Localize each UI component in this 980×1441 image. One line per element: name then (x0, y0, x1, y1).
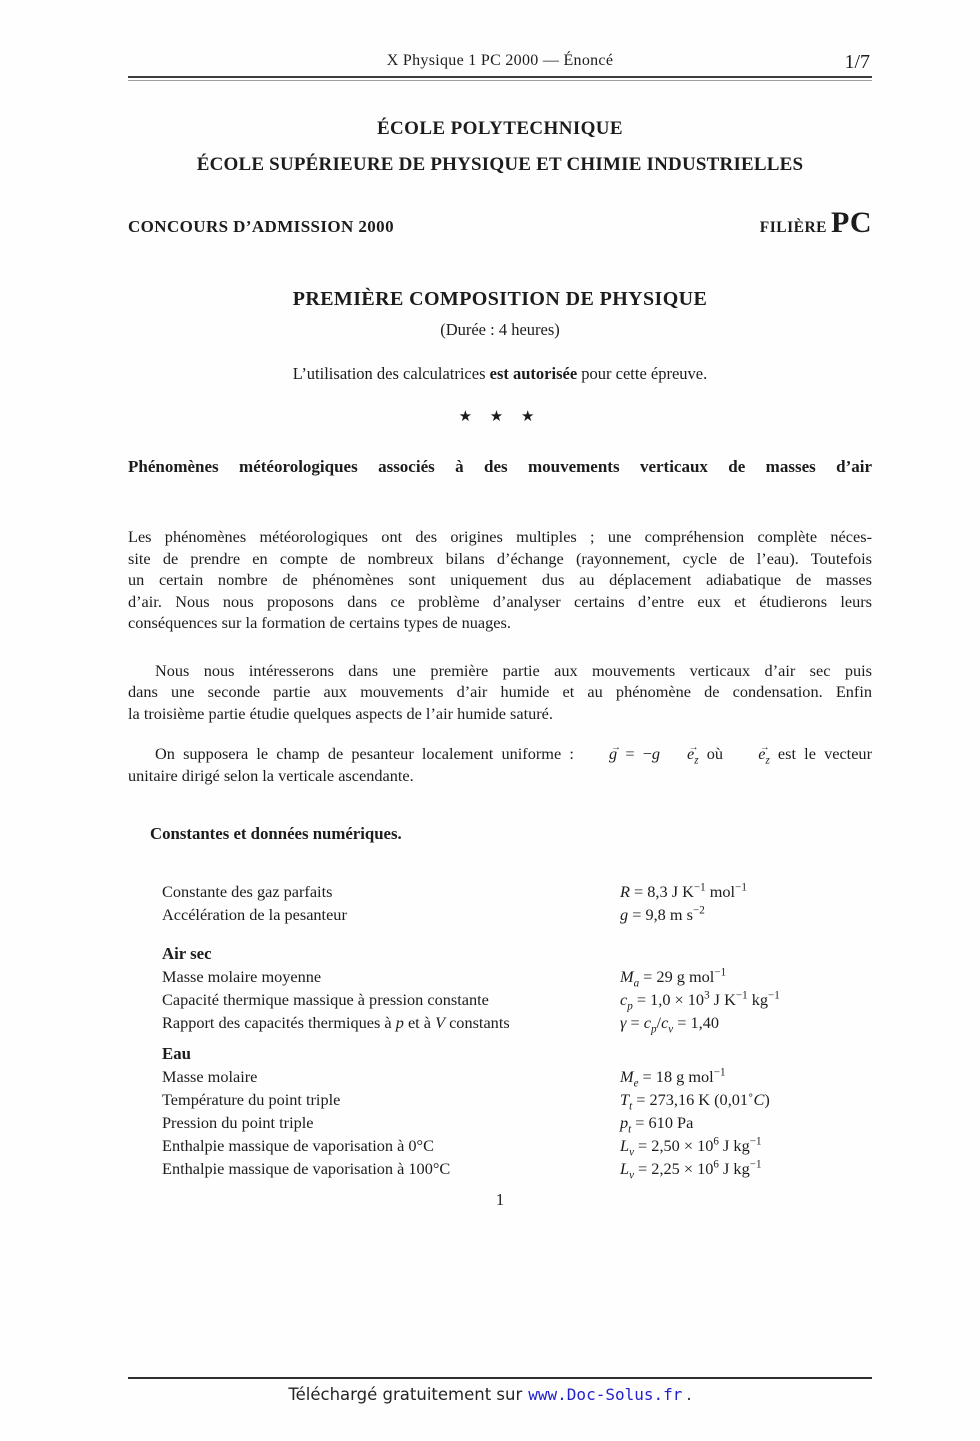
filiere-label: FILIÈRE (759, 219, 827, 236)
doc-solus-link[interactable]: www.Doc-Solus.fr (528, 1385, 683, 1404)
footer (0, 1385, 980, 1404)
paragraph-3 (128, 743, 872, 786)
exam-duration: (Durée : 4 heures) (440, 320, 560, 339)
running-header-title: X Physique 1 PC 2000 — Énoncé (386, 52, 614, 69)
text-line-formula: On supposera le champ de pesanteur localement uniforme : g → = −g $e \to_z$ où $e \to_z$ est le vecteur (128, 743, 872, 765)
concours-label: CONCOURS D’ADMISSION 2000 (128, 217, 394, 236)
subject-title: Phénomènes météorologiques associés à des mouvements verticaux de masses d’air (128, 457, 872, 476)
constants-row (128, 1065, 872, 1088)
exam-title: PREMIÈRE COMPOSITION DE PHYSIQUE (292, 288, 708, 310)
constants-heading: Constantes et données numériques. (150, 824, 402, 843)
page-indicator: 1/7 (844, 51, 870, 73)
constant-value: R = 8,3 J $K^{-1}$ mol$^{-1}$ (620, 881, 747, 901)
constants-row (128, 903, 872, 926)
constants-row (128, 1088, 872, 1111)
page-number: 1 (495, 1190, 505, 1209)
constant-label: Accélération de la pesanteur (162, 905, 347, 924)
footer-text: Téléchargé gratuitement sur (288, 1385, 523, 1404)
text-line: un certain nombre de phénomènes sont uniquement dus au déplacement adiabatique de masses (128, 570, 872, 589)
constant-value: g = 9,8 m $s^{-2}$ (620, 904, 705, 924)
constant-label: Rapport des capacités thermiques à p et à V constants (162, 1013, 510, 1032)
constant-value: $M_e = 18$ g mol$^{-1}$ (620, 1066, 726, 1090)
constant-value: $M_a = 29$ g mol$^{-1}$ (620, 966, 727, 990)
text-line: dans une seconde partie aux mouvements d’air humide et au phénomène de condensation. Enfin (128, 682, 872, 701)
text-line: la troisième partie étudie quelques aspects de l’air humide saturé. (128, 703, 553, 723)
constant-label: Constante des gaz parfaits (162, 882, 333, 901)
institution-line-2: ÉCOLE SUPÉRIEURE DE PHYSIQUE ET CHIMIE INDUSTRIELLES (196, 154, 804, 175)
page-content (128, 0, 872, 1180)
footer-rule (128, 1377, 872, 1379)
constant-label: Masse molaire (162, 1067, 258, 1086)
constant-value: $c_p = 1,0 \times 10^3$ J $K^{-1}$ $kg^{-1}$ (620, 989, 780, 1013)
section-heading-air-sec: Air sec (162, 944, 212, 963)
constant-label: Masse molaire moyenne (162, 967, 322, 986)
constant-label: Capacité thermique massique à pression constante (162, 990, 489, 1009)
section-heading-eau: Eau (162, 1044, 191, 1063)
constants-row (128, 1111, 872, 1134)
constants-row (128, 1157, 872, 1180)
constant-value: $L_v = 2,25 \times 10^6$ J $kg^{-1}$ (620, 1158, 762, 1182)
constants-row (128, 965, 872, 988)
constant-label: Pression du point triple (162, 1113, 314, 1132)
constant-value: $T_t = 273,16$ K (0,01˚C) (620, 1090, 770, 1113)
text-line: unitaire dirigé selon la verticale ascendante. (128, 765, 414, 785)
constant-value: $p_t = 610$ Pa (620, 1113, 694, 1136)
text-line: conséquences sur la formation de certains types de nuages. (128, 613, 511, 632)
calculator-notice: L’utilisation des calculatrices est autorisée pour cette épreuve. (292, 364, 708, 383)
constants-row (128, 988, 872, 1011)
filiere-value: PC (831, 206, 872, 239)
constant-value: $\gamma = c_p/c_v = 1,40$ (620, 1013, 720, 1036)
constant-label: Enthalpie massique de vaporisation à 0°C (162, 1136, 434, 1155)
text-line: d’air. Nous nous proposons dans ce problème d’analyser certains d’entre eux et étudierons leurs (128, 591, 872, 611)
constants-table-eau (128, 1065, 872, 1180)
constants-table-air-sec (128, 965, 872, 1034)
constants-row (128, 1011, 872, 1034)
paragraph-2 (128, 660, 872, 725)
footer-period: . (686, 1385, 692, 1404)
constants-table-general (128, 880, 872, 926)
text-line: Les phénomènes météorologiques ont des origines multiples ; une compréhension complète néces- (128, 527, 872, 546)
admission-row (128, 206, 872, 240)
running-header (128, 0, 872, 78)
constant-value: $L_v = 2,50 \times 10^6$ J $kg^{-1}$ (620, 1135, 762, 1159)
stars-separator: ★ ★ ★ (458, 409, 542, 425)
text-line: site de prendre en compte de nombreux bilans d’échange (rayonnement, cycle de l’eau). Toutefois (128, 548, 872, 568)
institution-line-1: ÉCOLE POLYTECHNIQUE (376, 118, 624, 139)
paragraph-1 (128, 526, 872, 634)
constants-row (128, 880, 872, 903)
text-line: Nous nous intéresserons dans une première partie aux mouvements verticaux d’air sec puis (155, 660, 872, 680)
constants-row (128, 1134, 872, 1157)
filiere-group (760, 206, 872, 240)
constant-label: Température du point triple (162, 1090, 341, 1109)
constant-label: Enthalpie massique de vaporisation à 100°C (162, 1159, 451, 1178)
